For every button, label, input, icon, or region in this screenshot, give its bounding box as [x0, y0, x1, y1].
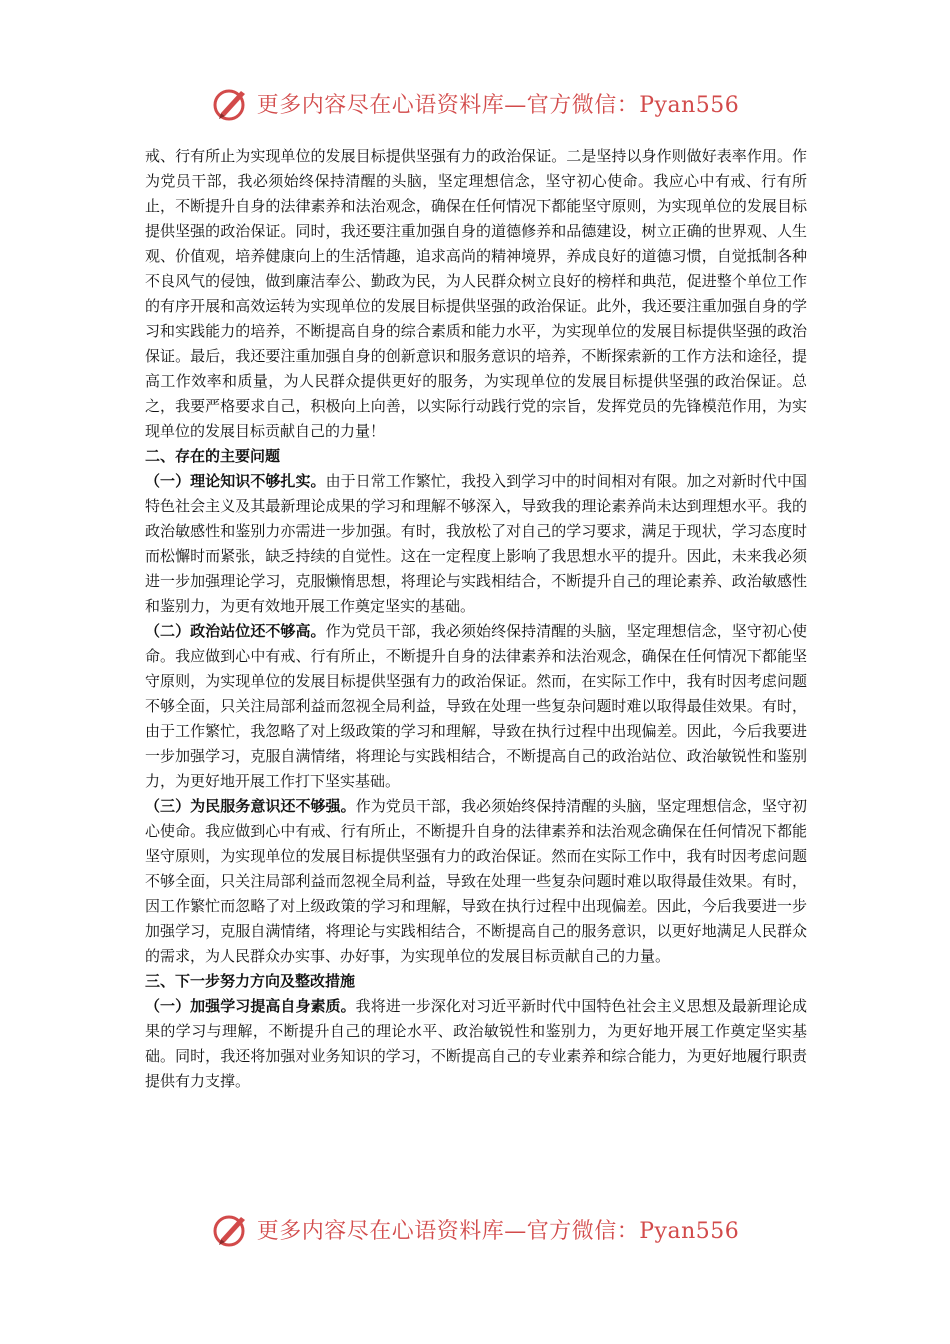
paragraph-lead: （三）为民服务意识还不够强。	[145, 797, 356, 815]
section-heading-2: 二、存在的主要问题	[145, 447, 281, 465]
paragraph-issue-2	[145, 619, 807, 794]
watermark-banner-bottom	[0, 1208, 950, 1250]
paragraph-measure-1	[145, 994, 807, 1094]
watermark-banner-top	[0, 82, 950, 124]
watermark-text: 更多内容尽在心语资料库—官方微信：Pyan556	[256, 92, 740, 118]
watermark-text: 更多内容尽在心语资料库—官方微信：Pyan556	[256, 1218, 740, 1244]
paragraph-body: 我将进一步深化对习近平新时代中国特色社会主义思想及最新理论成果的学习与理解，不断提升自己的理论水平、政治敏锐性和鉴别力，为更好地开展工作奠定坚实基础。同时，我还将加强对业务知识的学习，不断提高自己的专业素养和综合能力，为更好地履行职责提供有力支撑。	[145, 997, 807, 1090]
paragraph-body: 由于日常工作繁忙，我投入到学习中的时间相对有限。加之对新时代中国特色社会主义及其最新理论成果的学习和理解不够深入，导致我的理论素养尚未达到理想水平。我的政治敏感性和鉴别力亦需进一步加强。有时，我放松了对自己的学习要求，满足于现状，学习态度时而松懈时而紧张，缺乏持续的自觉性。这在一定程度上影响了我思想水平的提升。因此，未来我必须进一步加强理论学习，克服懒惰思想，将理论与实践相结合，不断提升自己的理论素养、政治敏感性和鉴别力，为更有效地开展工作奠定坚实的基础。	[145, 472, 807, 615]
document-body	[145, 144, 807, 1094]
paragraph-lead: （一）理论知识不够扎实。	[145, 472, 326, 490]
pen-circle-icon	[211, 83, 251, 123]
paragraph-lead: （二）政治站位还不够高。	[145, 622, 326, 640]
paragraph-body: 作为党员干部，我必须始终保持清醒的头脑，坚定理想信念，坚守初心使命。我应做到心中有戒、行有所止，不断提升自身的法律素养和法治观念确保在任何情况下都能坚守原则，为实现单位的发展目标提供坚强有力的政治保证。然而在实际工作中，我有时因考虑问题不够全面，只关注局部利益而忽视全局利益，导致在处理一些复杂问题时难以取得最佳效果。有时，因工作繁忙而忽略了对上级政策的学习和理解，导致在执行过程中出现偏差。因此，今后我要进一步加强学习，克服自满情绪，将理论与实践相结合，不断提高自己的服务意识，以更好地满足人民群众的需求，为人民群众办实事、办好事，为实现单位的发展目标贡献自己的力量。	[145, 797, 807, 965]
paragraph-lead: （一）加强学习提高自身素质。	[145, 997, 356, 1015]
pen-circle-icon	[211, 1209, 251, 1249]
paragraph-body: 作为党员干部，我必须始终保持清醒的头脑，坚定理想信念，坚守初心使命。我应做到心中有戒、行有所止，不断提升自身的法律素养和法治观念，确保在任何情况下都能坚守原则，为实现单位的发展目标提供坚强有力的政治保证。然而，在实际工作中，我有时因考虑问题不够全面，只关注局部利益而忽视全局利益，导致在处理一些复杂问题时难以取得最佳效果。有时，由于工作繁忙，我忽略了对上级政策的学习和理解，导致在执行过程中出现偏差。因此，今后我要进一步加强学习，克服自满情绪，将理论与实践相结合，不断提高自己的政治站位、政治敏锐性和鉴别力，为更好地开展工作打下坚实基础。	[145, 622, 807, 790]
paragraph-intro: 戒、行有所止为实现单位的发展目标提供坚强有力的政治保证。二是坚持以身作则做好表率作用。作为党员干部，我必须始终保持清醒的头脑，坚定理想信念，坚守初心使命。我应心中有戒、行有所止，不断提升自身的法律素养和法治观念，确保在任何情况下都能坚守原则，为实现单位的发展目标提供坚强的政治保证。同时，我还要注重加强自身的道德修养和品德建设，树立正确的世界观、人生观、价值观，培养健康向上的生活情趣，追求高尚的精神境界，养成良好的道德习惯，自觉抵制各种不良风气的侵蚀，做到廉洁奉公、勤政为民，为人民群众树立良好的榜样和典范，促进整个单位工作的有序开展和高效运转为实现单位的发展目标提供坚强的政治保证。此外，我还要注重加强自身的学习和实践能力的培养，不断提高自身的综合素质和能力水平，为实现单位的发展目标提供坚强的政治保证。最后，我还要注重加强自身的创新意识和服务意识的培养，不断探索新的工作方法和途径，提高工作效率和质量，为人民群众提供更好的服务，为实现单位的发展目标提供坚强的政治保证。总之，我要严格要求自己，积极向上向善，以实际行动践行党的宗旨，发挥党员的先锋模范作用，为实现单位的发展目标贡献自己的力量！	[145, 147, 807, 440]
paragraph-issue-1	[145, 469, 807, 619]
paragraph-issue-3	[145, 794, 807, 969]
section-heading-3: 三、下一步努力方向及整改措施	[145, 972, 356, 990]
